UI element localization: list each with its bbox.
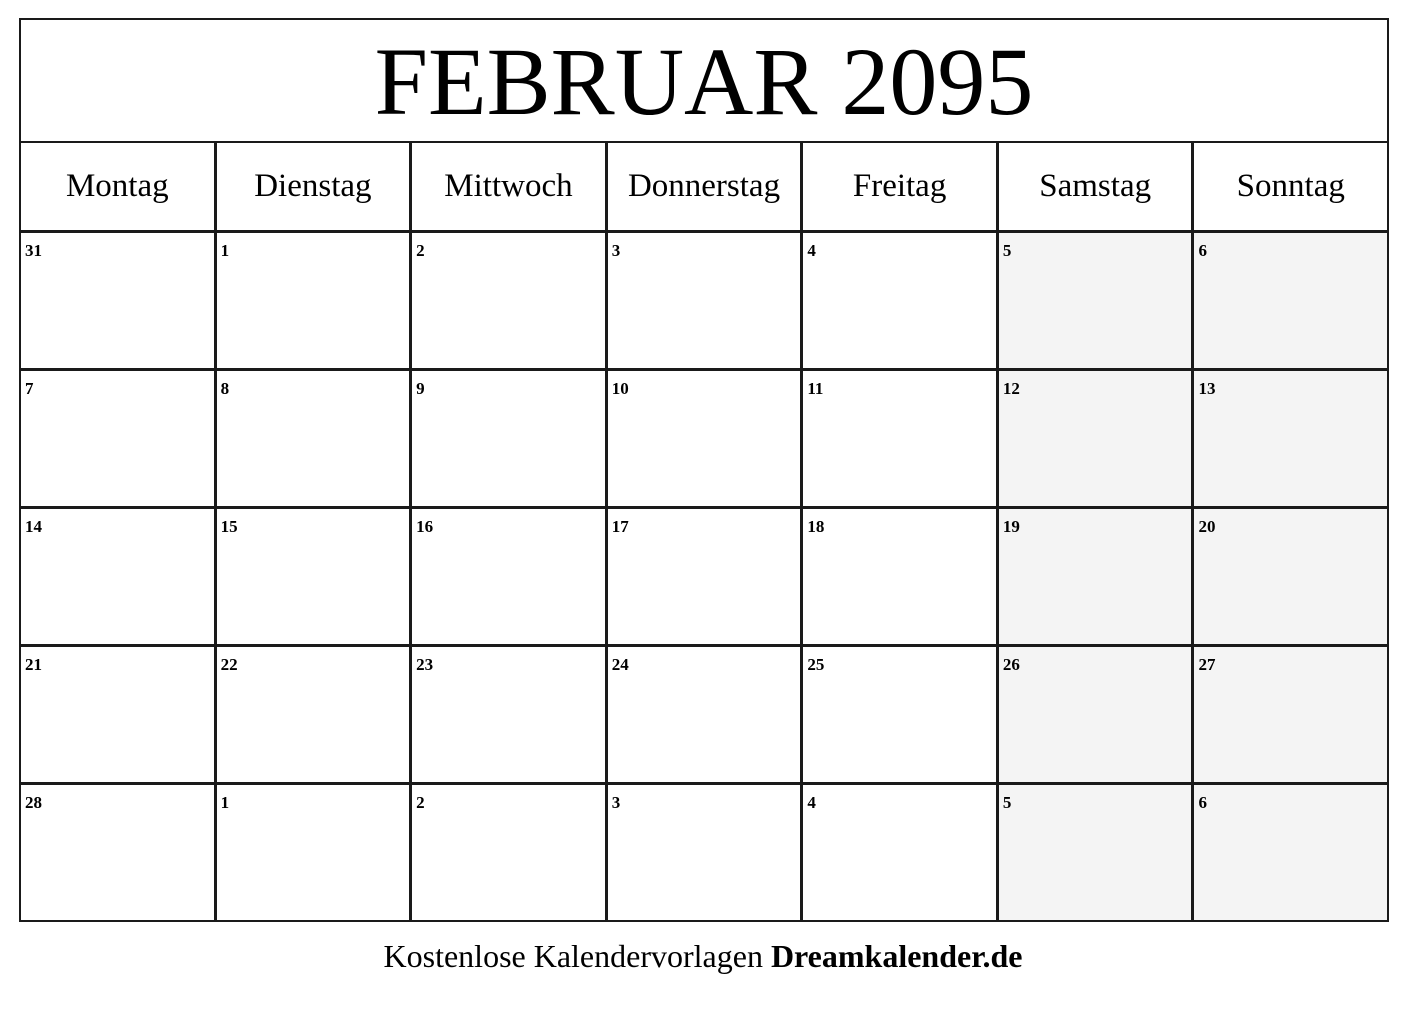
day-cell xyxy=(412,785,608,920)
day-number: 31 xyxy=(25,241,42,260)
week-row xyxy=(21,233,1387,371)
day-cell xyxy=(217,233,413,368)
day-number: 11 xyxy=(807,379,824,398)
weekend-day-cell xyxy=(999,785,1195,920)
day-cell xyxy=(608,371,804,506)
day-number: 6 xyxy=(1198,241,1207,260)
day-cell xyxy=(21,785,217,920)
day-number: 12 xyxy=(1002,379,1020,398)
day-cell xyxy=(803,371,999,506)
week-row xyxy=(21,785,1387,920)
weekend-day-cell xyxy=(1194,233,1387,368)
calendar-weeks xyxy=(21,233,1387,920)
weekend-day-cell xyxy=(999,647,1195,782)
calendar xyxy=(19,18,1389,922)
weekday-tuesday: Dienstag xyxy=(217,143,413,230)
week-row xyxy=(21,509,1387,647)
weekend-day-cell xyxy=(1194,647,1387,782)
day-number: 25 xyxy=(807,655,825,674)
weekday-wednesday: Mittwoch xyxy=(412,143,608,230)
day-number: 1 xyxy=(220,241,230,260)
footer-text: Kostenlose Kalendervorlagen xyxy=(383,938,771,974)
day-cell xyxy=(412,647,608,782)
day-number: 8 xyxy=(220,379,230,398)
day-number: 17 xyxy=(611,517,629,536)
day-cell xyxy=(217,509,413,644)
day-number: 14 xyxy=(25,517,42,536)
day-number: 7 xyxy=(25,379,34,398)
weekend-day-cell xyxy=(999,509,1195,644)
week-row xyxy=(21,647,1387,785)
weekday-monday: Montag xyxy=(21,143,217,230)
day-number: 2 xyxy=(416,241,425,260)
day-cell xyxy=(803,233,999,368)
day-number: 2 xyxy=(416,793,425,812)
day-number: 13 xyxy=(1198,379,1216,398)
weekend-day-cell xyxy=(999,371,1195,506)
day-number: 23 xyxy=(416,655,434,674)
weekend-day-cell xyxy=(1194,371,1387,506)
day-cell xyxy=(21,371,217,506)
day-number: 26 xyxy=(1002,655,1020,674)
day-cell xyxy=(21,647,217,782)
day-cell xyxy=(412,233,608,368)
day-cell xyxy=(803,785,999,920)
day-number: 1 xyxy=(220,793,230,812)
weekday-saturday: Samstag xyxy=(999,143,1195,230)
day-number: 5 xyxy=(1002,793,1012,812)
weekend-day-cell xyxy=(1194,509,1387,644)
day-cell xyxy=(803,509,999,644)
day-number: 4 xyxy=(807,793,816,812)
weekday-friday: Freitag xyxy=(803,143,999,230)
calendar-title: FEBRUAR 2095 xyxy=(21,20,1387,143)
weekday-header-row xyxy=(21,143,1387,233)
day-cell xyxy=(217,785,413,920)
day-cell xyxy=(217,371,413,506)
day-cell xyxy=(412,509,608,644)
day-number: 6 xyxy=(1198,793,1207,812)
week-row xyxy=(21,371,1387,509)
weekday-thursday: Donnerstag xyxy=(608,143,804,230)
day-number: 5 xyxy=(1002,241,1012,260)
day-number: 20 xyxy=(1198,517,1216,536)
day-number: 4 xyxy=(807,241,816,260)
day-number: 28 xyxy=(25,793,42,812)
day-cell xyxy=(412,371,608,506)
weekend-day-cell xyxy=(1194,785,1387,920)
footer-brand-link[interactable]: Dreamkalender.de xyxy=(770,938,1023,974)
day-cell xyxy=(608,785,804,920)
day-cell xyxy=(608,647,804,782)
day-number: 24 xyxy=(611,655,629,674)
weekend-day-cell xyxy=(999,233,1195,368)
day-cell xyxy=(608,233,804,368)
weekday-sunday: Sonntag xyxy=(1236,168,1345,204)
day-number: 27 xyxy=(1198,655,1216,674)
day-cell xyxy=(21,233,217,368)
day-number: 22 xyxy=(220,655,238,674)
day-number: 19 xyxy=(1002,517,1020,536)
day-number: 10 xyxy=(611,379,629,398)
day-number: 18 xyxy=(807,517,825,536)
day-number: 16 xyxy=(416,517,434,536)
day-number: 3 xyxy=(611,793,621,812)
day-cell xyxy=(21,509,217,644)
day-number: 3 xyxy=(611,241,621,260)
day-number: 21 xyxy=(25,655,42,674)
footer xyxy=(0,938,1406,975)
day-cell xyxy=(608,509,804,644)
day-number: 9 xyxy=(416,379,425,398)
day-cell xyxy=(803,647,999,782)
day-cell xyxy=(217,647,413,782)
day-number: 15 xyxy=(220,517,238,536)
